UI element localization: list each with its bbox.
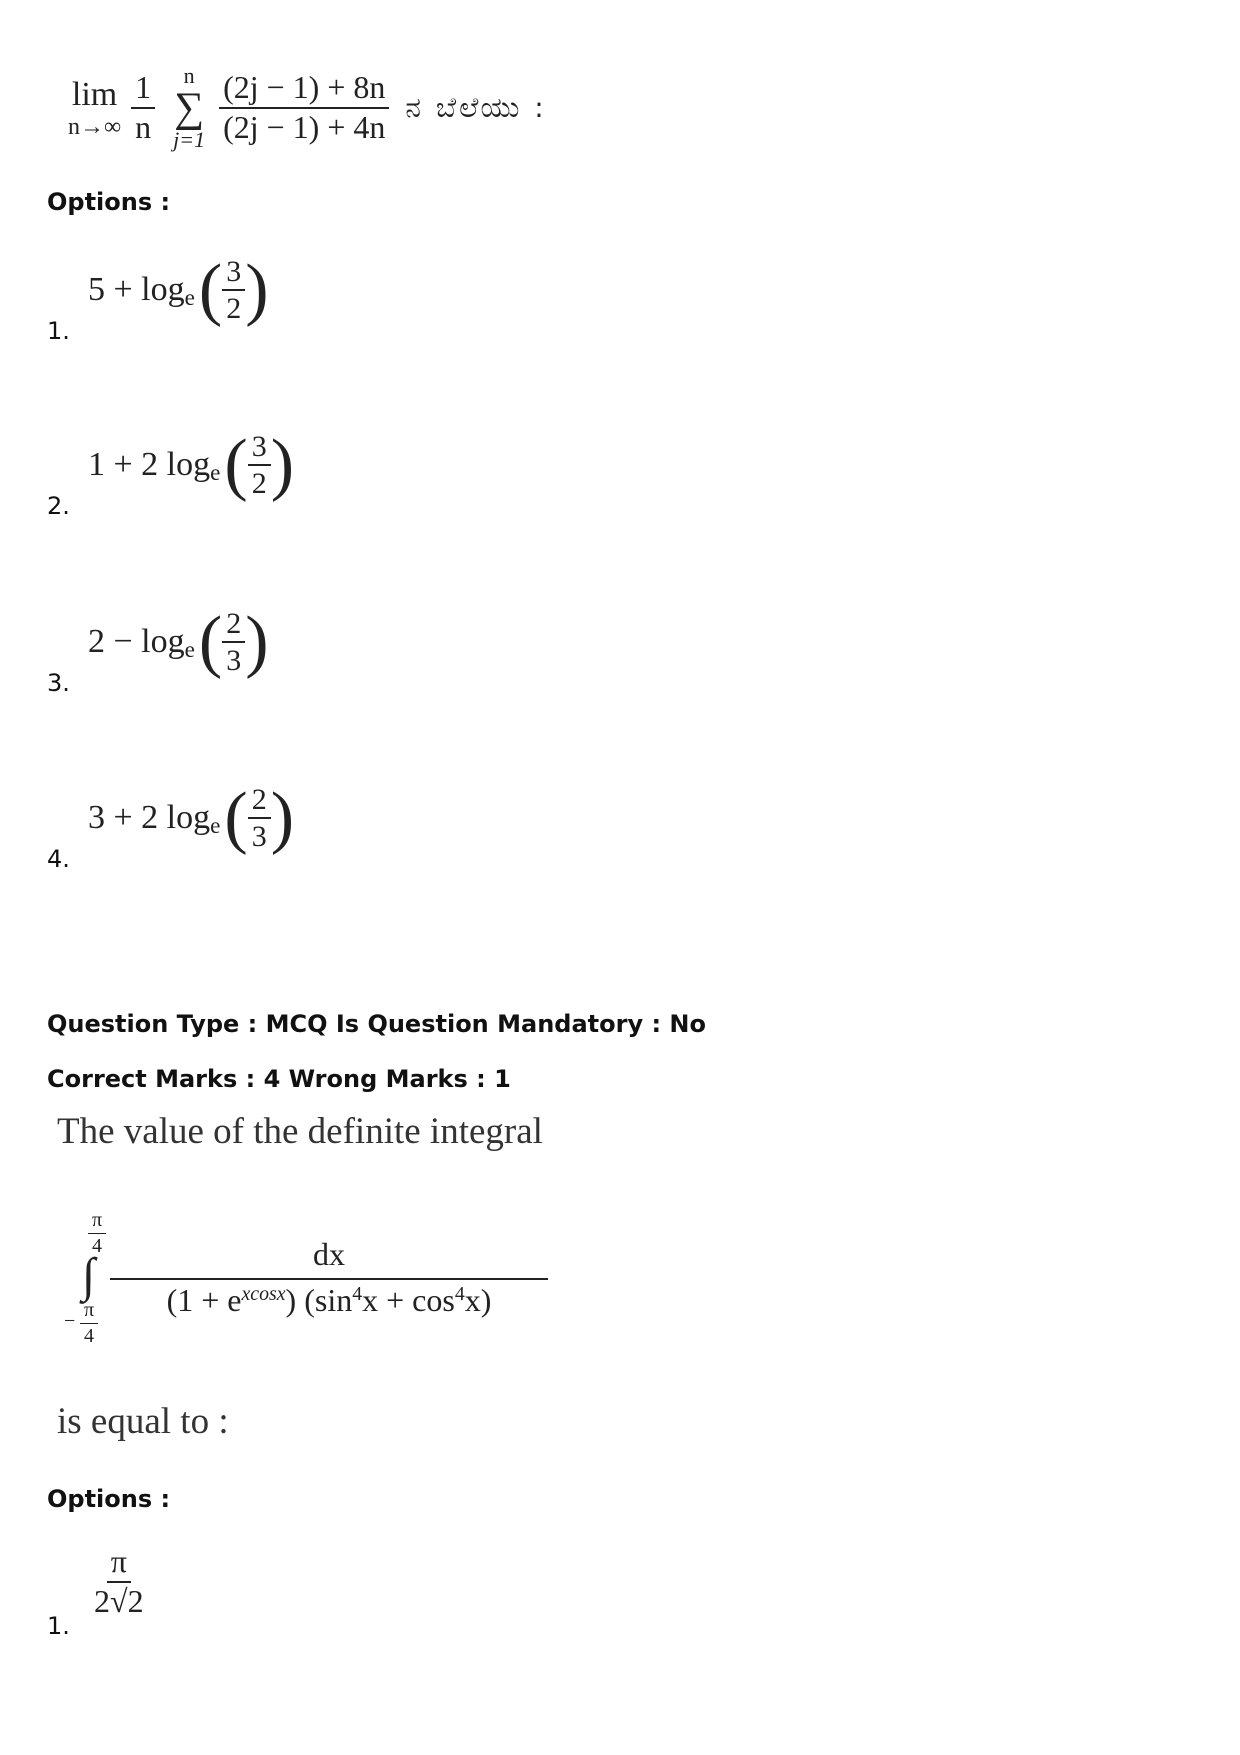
option-number: 2. bbox=[47, 492, 70, 520]
integrand-fraction bbox=[110, 1238, 548, 1317]
option-prefix: 1 + 2 log bbox=[88, 446, 211, 483]
option-prefix: 3 + 2 log bbox=[88, 799, 211, 836]
q2-option-expression[interactable] bbox=[90, 1545, 148, 1618]
q1-option-expression[interactable] bbox=[88, 597, 269, 687]
lower-limit: $\frac{\pi}{4}$ bbox=[80, 1300, 98, 1347]
question2-outro: is equal to : bbox=[57, 1401, 229, 1442]
q1-option-expression[interactable] bbox=[88, 245, 269, 335]
log-base: e bbox=[184, 284, 195, 311]
log-base: e bbox=[184, 636, 195, 663]
option-number: 1. bbox=[47, 1612, 70, 1640]
left-paren: ( bbox=[224, 426, 248, 503]
limit bbox=[68, 76, 121, 141]
right-paren: ) bbox=[270, 426, 295, 503]
sum-lower: j=1 bbox=[173, 127, 206, 152]
left-paren: ( bbox=[198, 251, 223, 328]
options-label-2: Options : bbox=[47, 1485, 171, 1513]
integral-symbol: ∫ bbox=[82, 1249, 96, 1302]
option-fraction: $\frac{3}{2}$ bbox=[248, 431, 271, 500]
summation bbox=[173, 65, 205, 151]
option-number: 1. bbox=[47, 317, 70, 345]
limit-label: lim bbox=[71, 75, 118, 113]
question1-expression bbox=[68, 48, 547, 168]
question2-intro: The value of the definite integral bbox=[57, 1111, 543, 1152]
main-fraction: $\frac{(2j - 1) + 8n}{(2j - 1) + 4n}$ bbox=[219, 71, 389, 144]
option-number: 4. bbox=[47, 845, 70, 873]
question-type-line: Question Type : MCQ Is Question Mandatory : No bbox=[47, 1010, 706, 1038]
integral-expression bbox=[58, 1210, 578, 1360]
limit-under: n→∞ bbox=[68, 113, 122, 140]
right-paren: ) bbox=[245, 603, 269, 680]
right-paren: ) bbox=[270, 779, 295, 856]
option-fraction: $\frac{3}{2}$ bbox=[222, 256, 245, 325]
right-paren: ) bbox=[245, 251, 269, 328]
sum-symbol: ∑ bbox=[174, 85, 205, 131]
upper-limit: $\frac{\pi}{4}$ bbox=[88, 1210, 106, 1257]
option-prefix: 5 + log bbox=[88, 271, 185, 308]
integrand-numerator: dx bbox=[313, 1236, 345, 1272]
option-fraction: $\frac{2}{3}$ bbox=[248, 784, 271, 853]
option-prefix: 2 − log bbox=[88, 623, 185, 660]
left-paren: ( bbox=[224, 779, 248, 856]
q1-option-expression[interactable] bbox=[88, 773, 294, 863]
integrand-denominator: $(1 + e^{xcosx})$ $(\sin^4x + \cos^4x)$ bbox=[166, 1281, 492, 1318]
option-fraction: $\frac{\pi}{2√2}$ bbox=[94, 1543, 144, 1619]
left-paren: ( bbox=[198, 603, 223, 680]
option-number: 3. bbox=[47, 669, 70, 697]
lower-limit-sign: − bbox=[64, 1310, 76, 1332]
sum-upper: n bbox=[183, 63, 195, 88]
log-base: e bbox=[210, 812, 221, 839]
log-base: e bbox=[210, 459, 221, 486]
option-fraction: $\frac{2}{3}$ bbox=[222, 608, 245, 677]
q1-option-expression[interactable] bbox=[88, 420, 294, 510]
question1-suffix: ನ ಬೆಲೆಯು : bbox=[405, 91, 547, 124]
factor-fraction: $\frac{1}{n}$ bbox=[131, 71, 155, 144]
options-label-1: Options : bbox=[47, 188, 171, 216]
marks-line: Correct Marks : 4 Wrong Marks : 1 bbox=[47, 1065, 511, 1093]
